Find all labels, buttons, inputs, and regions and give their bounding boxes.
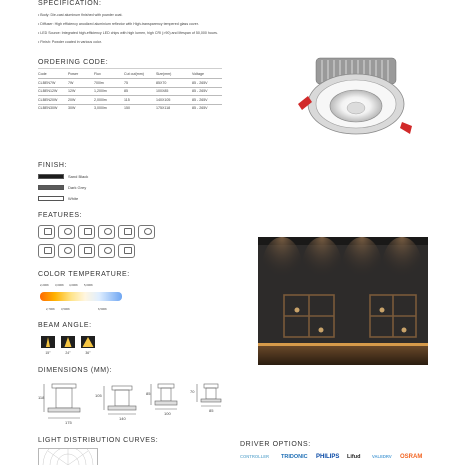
cell: 30W [68, 104, 94, 112]
spec-item-led-source: • LED Source: Integrated high-efficiency LED chips with high lumen, high CRI (>90) and lifespan of 50,000 hours. [38, 31, 218, 35]
table-row [38, 79, 222, 88]
dim-7w-height: 70 [190, 389, 195, 394]
cell: CLBEN7W [38, 79, 68, 88]
finish-title: FINISH: [38, 162, 68, 169]
cri-icon [38, 225, 55, 239]
warranty-icon [58, 244, 75, 258]
table-row [38, 87, 222, 96]
cell: CLBEN30W [38, 104, 68, 112]
col-flux: Flux [94, 71, 101, 76]
cell: 140X105 [156, 96, 192, 105]
specification-list [38, 11, 358, 47]
col-cutout: Cut out(mm) [124, 71, 144, 76]
voltage-icon [38, 244, 55, 258]
ip-icon [138, 225, 155, 239]
dim-30w-height: 118 [38, 395, 45, 400]
ordering-code-title: ORDERING CODE: [38, 59, 109, 66]
cct-tick-2200: 2,200K [40, 283, 49, 287]
swatch-white [38, 196, 64, 201]
table-row [38, 96, 222, 105]
tridonic-logo: TRIDONIC [281, 454, 308, 460]
reflector-icon [78, 244, 95, 258]
cell: 85 - 265V [192, 96, 222, 105]
spec-item-body: • Body: Die-cast aluminum finished with powder coat. [38, 13, 123, 17]
dim-12w-width: 100 [164, 411, 171, 416]
color-temperature-gradient-bar [40, 292, 122, 301]
color-temperature-title: COLOR TEMPERATURE: [38, 271, 130, 278]
osram-logo: OSRAM [400, 454, 423, 460]
cct-tick-3000: 3,000K [55, 283, 64, 287]
swatch-sand-black [38, 174, 64, 179]
cell: 85 - 265V [192, 104, 222, 112]
cell: 700lm [94, 79, 124, 88]
cell: 85 - 265V [192, 87, 222, 96]
beam-15-icon [41, 336, 55, 348]
cell: 20W [68, 96, 94, 105]
beam-36-icon [81, 336, 95, 348]
col-power: Power [68, 71, 79, 76]
cell: 7W [68, 79, 94, 88]
cell: 175X118 [156, 104, 192, 112]
cct-tick-2700: 2,700K [46, 307, 55, 311]
beam-label-15: 15° [45, 351, 51, 355]
dimensions-title: DIMENSIONS (MM): [38, 367, 113, 374]
dim-30w-width: 175 [65, 420, 72, 425]
cell: 3,000lm [94, 104, 124, 112]
lifespan-icon [118, 225, 135, 239]
features-title: FEATURES: [38, 212, 83, 219]
downlight-product-image [296, 52, 416, 144]
light-distribution-curve-image [38, 448, 98, 465]
cct-tick-3500: 3,500K [61, 307, 70, 311]
driver-icon [98, 225, 115, 239]
cell: CLBEN20W [38, 96, 68, 105]
light-distribution-title: LIGHT DISTRIBUTION CURVES: [38, 437, 159, 444]
cell: CLBEN12W [38, 87, 68, 96]
table-row [38, 104, 222, 112]
beam-label-24: 24° [65, 351, 71, 355]
cct-tick-5000: 5,000K [84, 283, 93, 287]
ordering-header-row [38, 69, 222, 79]
chip-icon [78, 225, 95, 239]
driver-options-title: DRIVER OPTIONS: [240, 441, 311, 448]
finish-label-white: White [68, 196, 79, 201]
philips-logo: PHILIPS [316, 454, 340, 460]
specification-title: SPECIFICATION: [38, 0, 102, 7]
lifud-logo: Lifud [347, 454, 361, 460]
dim-7w-width: 85 [209, 408, 214, 413]
controller-logo: CONTROLLER [240, 454, 270, 459]
dim-12w-height: 85 [146, 391, 151, 396]
cell: 85 [124, 87, 156, 96]
dimmable-icon [58, 225, 75, 239]
col-voltage: Voltage [192, 71, 204, 76]
cell: 85 - 265V [192, 79, 222, 88]
cell: 12W [68, 87, 94, 96]
col-code: Code [38, 71, 47, 76]
dim-20w-width: 140 [119, 416, 126, 421]
cell: 2,000lm [94, 96, 124, 105]
cct-tick-4000: 4,000K [69, 283, 78, 287]
cct-tick-6500: 6,500K [98, 307, 107, 311]
swatch-dark-grey [38, 185, 64, 190]
col-size: Size(mm) [156, 71, 172, 76]
spec-item-diffuser: • Diffuser: High efficiency anodized aluminium reflector with High-transparency tempered glass cover. [38, 22, 199, 26]
beam-24-icon [61, 336, 75, 348]
spec-item-finish: • Finish: Powder coated in various color. [38, 40, 102, 44]
ordering-table [38, 69, 222, 112]
finish-label-sand-black: Sand Black [68, 174, 89, 179]
ugr-icon [118, 244, 135, 258]
cell: 1,200lm [94, 87, 124, 96]
glass-icon [98, 244, 115, 258]
installation-scene-image [258, 237, 428, 365]
beam-label-36: 36° [85, 351, 91, 355]
cell: 85X70 [156, 79, 192, 88]
dim-20w-height: 105 [95, 393, 102, 398]
beam-angle-title: BEAM ANGLE: [38, 322, 92, 329]
valedrv-logo: VALEDRV [372, 454, 392, 459]
cell: 75 [124, 79, 156, 88]
finish-label-dark-grey: Dark Grey [68, 185, 87, 190]
cell: 115 [124, 96, 156, 105]
cell: 100X85 [156, 87, 192, 96]
cell: 150 [124, 104, 156, 112]
